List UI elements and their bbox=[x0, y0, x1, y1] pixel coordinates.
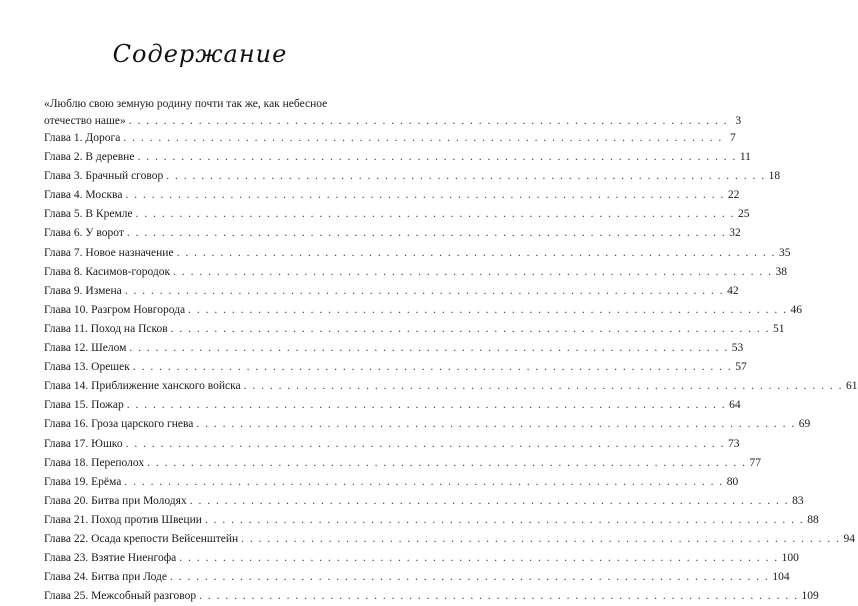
toc-intro-entry bbox=[44, 96, 742, 129]
toc-intro-line1: «Люблю свою земную родину почти так же, как небесное bbox=[44, 98, 328, 110]
toc-intro-page-number: 3 bbox=[735, 114, 742, 127]
toc-entry bbox=[44, 224, 741, 243]
toc-entry-page-number: 61 bbox=[846, 380, 858, 393]
toc-leader-dots bbox=[125, 282, 724, 301]
toc-entry bbox=[44, 473, 739, 492]
toc-entry bbox=[44, 301, 802, 320]
toc-entry-label: Глава 11. Поход на Псков bbox=[44, 322, 168, 335]
toc-leader-dots bbox=[127, 396, 726, 415]
toc-entry-page-number: 64 bbox=[729, 399, 741, 412]
toc-leader-dots bbox=[199, 587, 798, 606]
toc-entry-label: Глава 3. Брачный сговор bbox=[44, 170, 164, 183]
toc-entry-page-number: 57 bbox=[735, 361, 747, 374]
toc-intro-line2: отечество наше» bbox=[44, 114, 126, 127]
toc-leader-dots bbox=[190, 492, 789, 511]
toc-entry-label: Глава 19. Ерёма bbox=[44, 475, 122, 488]
toc-entry-page-number: 22 bbox=[727, 189, 740, 202]
toc-leader-dots bbox=[173, 263, 772, 282]
toc-entry-page-number: 109 bbox=[801, 590, 819, 603]
toc-entry bbox=[44, 244, 791, 263]
toc-entry-page-number: 32 bbox=[729, 227, 741, 240]
toc-entry-label: Глава 23. Взятие Ниенгофа bbox=[44, 552, 177, 565]
toc-intro-row bbox=[44, 113, 742, 130]
toc-leader-dots bbox=[137, 148, 736, 167]
toc-entry bbox=[44, 282, 739, 301]
toc-leader-dots bbox=[126, 435, 725, 454]
toc-entry-label: Глава 17. Юшко bbox=[44, 437, 123, 450]
toc-entry-label: Глава 24. Битва при Лоде bbox=[44, 571, 167, 584]
toc-entry-page-number: 83 bbox=[792, 494, 804, 507]
toc-entry-label: Глава 14. Приближение ханского войска bbox=[44, 380, 241, 393]
toc-entry-page-number: 18 bbox=[768, 170, 781, 183]
toc-entry bbox=[44, 320, 785, 339]
toc-list bbox=[44, 129, 858, 606]
toc-entry bbox=[44, 549, 799, 568]
toc-entry-label: Глава 7. Новое назначение bbox=[44, 246, 174, 259]
toc-entry-page-number: 100 bbox=[781, 552, 799, 565]
toc-entry-page-number: 94 bbox=[843, 532, 856, 545]
toc-entry-label: Глава 9. Измена bbox=[44, 284, 122, 297]
toc-entry bbox=[44, 339, 744, 358]
toc-entry-page-number: 80 bbox=[726, 475, 739, 488]
toc-leader-dots bbox=[133, 358, 732, 377]
toc-entry-page-number: 42 bbox=[727, 284, 739, 297]
toc-entry-label: Глава 13. Орешек bbox=[44, 361, 130, 374]
toc-leader-dots bbox=[241, 530, 840, 549]
toc-leader-dots bbox=[129, 339, 728, 358]
toc-entry-page-number: 73 bbox=[727, 437, 740, 450]
toc-entry bbox=[44, 377, 858, 396]
toc-entry bbox=[44, 205, 750, 224]
toc-entry-page-number: 88 bbox=[807, 513, 819, 526]
toc-entry-page-number: 69 bbox=[798, 418, 811, 431]
toc-entry bbox=[44, 454, 761, 473]
toc-entry bbox=[44, 530, 856, 549]
toc-leader-dots bbox=[166, 167, 765, 186]
toc-entry-label: Глава 2. В деревне bbox=[44, 151, 135, 164]
toc-entry bbox=[44, 263, 787, 282]
toc-entry-label: Глава 15. Пожар bbox=[44, 399, 124, 412]
toc-entry-label: Глава 1. Дорога bbox=[44, 132, 121, 144]
toc-entry-label: Глава 5. В Кремле bbox=[44, 208, 133, 221]
toc-leader-dots bbox=[129, 113, 728, 130]
toc-entry bbox=[44, 492, 804, 511]
toc-leader-dots bbox=[188, 301, 787, 320]
toc-entry bbox=[44, 186, 740, 205]
toc-entry-page-number: 46 bbox=[790, 303, 802, 316]
toc-entry-label: Глава 8. Касимов-городок bbox=[44, 265, 171, 278]
toc-entry-label: Глава 16. Гроза царского гнева bbox=[44, 418, 194, 431]
toc-entry-page-number: 35 bbox=[778, 246, 791, 259]
toc-entry-label: Глава 4. Москва bbox=[44, 189, 123, 202]
toc-entry-label: Глава 10. Разгром Новгорода bbox=[44, 303, 186, 316]
toc-leader-dots bbox=[244, 377, 843, 396]
toc-leader-dots bbox=[179, 549, 778, 568]
toc-leader-dots bbox=[171, 320, 770, 339]
toc-entry bbox=[44, 148, 751, 167]
toc-leader-dots bbox=[136, 205, 735, 224]
toc-leader-dots bbox=[196, 415, 795, 434]
toc-entry-label: Глава 21. Поход против Швеции bbox=[44, 513, 202, 526]
toc-entry-page-number: 104 bbox=[772, 571, 790, 584]
toc-entry-label: Глава 18. Переполох bbox=[44, 456, 145, 469]
toc-entry bbox=[44, 415, 811, 434]
page-title: Содержание bbox=[112, 40, 288, 68]
toc-entry bbox=[44, 435, 740, 454]
toc-entry bbox=[44, 358, 747, 377]
toc-leader-dots bbox=[170, 568, 769, 587]
toc-leader-dots bbox=[124, 473, 723, 492]
toc-entry-page-number: 38 bbox=[775, 265, 787, 278]
toc-entry-label: Глава 20. Битва при Молодях bbox=[44, 494, 187, 507]
toc-entry bbox=[44, 396, 741, 415]
toc-leader-dots bbox=[205, 511, 804, 530]
toc-leader-dots bbox=[147, 454, 746, 473]
toc-leader-dots bbox=[123, 129, 722, 148]
toc-entry bbox=[44, 167, 781, 186]
toc-entry bbox=[44, 568, 790, 587]
toc-entry-label: Глава 12. Шелом bbox=[44, 342, 127, 355]
toc-entry-label: Глава 22. Осада крепости Вейсенштейн bbox=[44, 532, 239, 545]
toc-entry-page-number: 51 bbox=[773, 322, 785, 335]
toc-entry bbox=[44, 129, 736, 148]
toc-leader-dots bbox=[127, 224, 726, 243]
toc-entry-label: Глава 6. У ворот bbox=[44, 227, 124, 240]
toc-entry-page-number: 25 bbox=[737, 208, 750, 221]
toc-entry-page-number: 11 bbox=[739, 151, 751, 164]
toc-entry-page-number: 53 bbox=[731, 342, 744, 355]
toc-entry bbox=[44, 587, 819, 606]
toc-entry-page-number: 77 bbox=[749, 456, 761, 469]
toc-leader-dots bbox=[177, 244, 776, 263]
toc-leader-dots bbox=[125, 186, 724, 205]
toc-entry-page-number: 7 bbox=[729, 132, 736, 144]
toc-entry-label: Глава 25. Межсобный разговор bbox=[44, 590, 197, 603]
toc-entry bbox=[44, 511, 819, 530]
